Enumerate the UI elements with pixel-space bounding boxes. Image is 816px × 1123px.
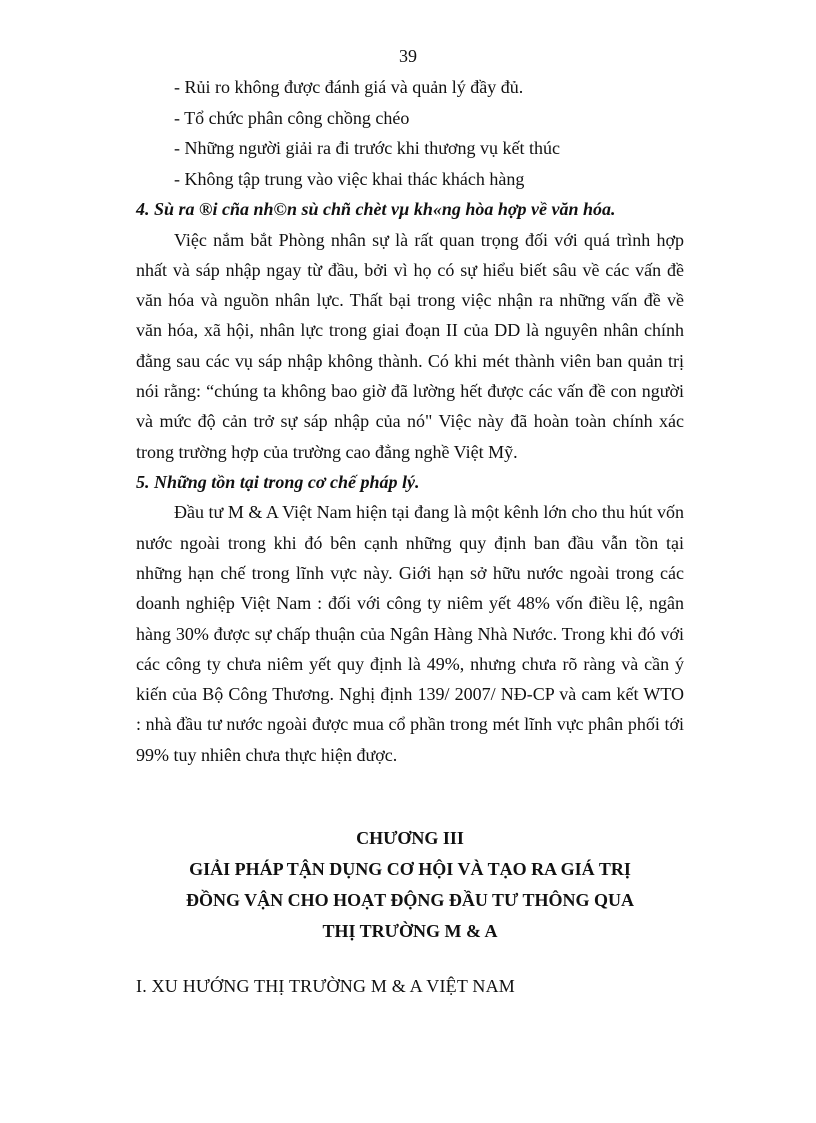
section-heading-4: 4. Sù ra ®i cña nh©n sù chñ chèt vµ kh«ng hòa hợp về văn hóa. bbox=[136, 199, 616, 219]
paragraph-legal: Đầu tư M & A Việt Nam hiện tại đang là một kênh lớn cho thu hút vốn nước ngoài trong khi đó bên cạnh những quy định ban đầu vẫn tồn tại những hạn chế trong lĩnh vực này. Giới hạn sở hữu nước ngoài trong các doanh nghiệp Việt Nam : đối với công ty niêm yết 48% vốn điều lệ, ngân hàng 30% được sự chấp thuận của Ngân Hàng Nhà Nước. Trong khi đó với các công ty chưa niêm yết quy định là 49%, nhưng chưa rõ ràng và cần ý kiến của Bộ Công Thương. Nghị định 139/ 2007/ NĐ-CP và cam kết WTO : nhà đầu tư nước ngoài được mua cổ phần trong mét lĩnh vực phân phối tới 99% tuy nhiên chưa thực hiện được. bbox=[136, 502, 684, 765]
bullet-item: - Không tập trung vào việc khai thác khách hàng bbox=[174, 168, 525, 189]
chapter-title bbox=[136, 823, 684, 947]
body-content bbox=[136, 72, 684, 770]
bullet-item: - Rủi ro không được đánh giá và quản lý đầy đủ. bbox=[174, 77, 524, 97]
section-heading-i: I. XU HƯỚNG THỊ TRƯỜNG M & A VIỆT NAM bbox=[136, 976, 516, 996]
bullet-item: - Tổ chức phân công chồng chéo bbox=[174, 107, 410, 128]
bullet-item: - Những người giải ra đi trước khi thương vụ kết thúc bbox=[174, 138, 561, 158]
section-heading-5: 5. Những tồn tại trong cơ chế pháp lý. bbox=[136, 471, 420, 492]
chapter-number: CHƯƠNG III bbox=[356, 828, 464, 848]
chapter-title-line: GIẢI PHÁP TẬN DỤNG CƠ HỘI VÀ TẠO RA GIÁ TRỊ bbox=[189, 859, 631, 879]
page-number: 39 bbox=[399, 46, 417, 66]
chapter-title-line: ĐỒNG VẬN CHO HOẠT ĐỘNG ĐẦU TƯ THÔNG QUA bbox=[185, 890, 635, 910]
paragraph-hr-culture: Việc nắm bắt Phòng nhân sự là rất quan trọng đối với quá trình hợp nhất và sáp nhập ngay từ đầu, bởi vì họ có sự hiểu biết sâu về các vấn đề văn hóa và nguồn nhân lực. Thất bại trong việc nhận ra những vấn đề về văn hóa, xã hội, nhân lực trong giai đoạn II của DD là nguyên nhân chính đằng sau các vụ sáp nhập không thành. Có khi mét thành viên ban quản trị nói rằng: “chúng ta không bao giờ đã lường hết được các vấn đề con người và mức độ cản trở sự sáp nhập của nó" Việc này đã hoàn toàn chính xác trong trường hợp của trường cao đẳng nghề Việt Mỹ. bbox=[136, 229, 684, 462]
chapter-title-line: THỊ TRƯỜNG M & A bbox=[322, 921, 498, 941]
